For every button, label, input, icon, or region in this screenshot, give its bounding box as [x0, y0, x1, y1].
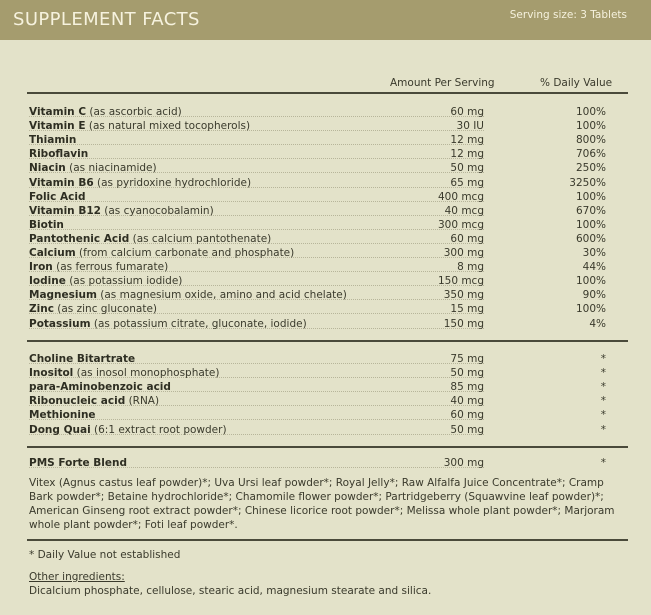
serving-size: Serving size: 3 Tablets — [509, 9, 627, 21]
nutrient-daily-value: 100% — [575, 120, 606, 133]
nutrient-amount: 40 mg — [450, 395, 484, 408]
nutrient-label — [29, 190, 86, 204]
nutrient-label — [29, 302, 157, 316]
nutrient-name: Ribonucleic acid — [29, 395, 126, 408]
blend-amount: 300 mg — [443, 457, 484, 469]
nutrient-row — [29, 408, 606, 422]
nutrient-amount: 50 mg — [450, 162, 484, 175]
nutrient-amount: 60 mg — [450, 106, 484, 118]
nutrient-amount: 75 mg — [450, 353, 484, 365]
other-ingredients-label: Other ingredients: — [29, 571, 125, 583]
nutrient-daily-value: * — [600, 409, 606, 422]
nutrient-source: (as ferrous fumarate) — [56, 261, 169, 274]
nutrient-name: Methionine — [29, 409, 96, 422]
nutrient-row — [29, 394, 606, 408]
nutrient-amount: 60 mg — [450, 232, 484, 245]
nutrient-amount: 50 mg — [450, 367, 484, 380]
nutrient-row — [29, 423, 606, 437]
nutrient-label — [29, 380, 171, 394]
divider-vitamins — [27, 340, 628, 342]
nutrient-label — [29, 176, 251, 190]
nutrient-daily-value: 100% — [575, 190, 606, 203]
vitamin-row — [29, 161, 606, 175]
nutrient-amount: 15 mg — [450, 303, 484, 316]
nutrient-label — [29, 366, 219, 380]
nutrient-row — [29, 380, 606, 394]
vitamin-row — [29, 133, 606, 147]
vitamin-row — [29, 246, 606, 260]
nutrient-label — [29, 352, 135, 366]
nutrient-amount: 12 mg — [450, 134, 484, 147]
nutrient-source: (as niacinamide) — [69, 162, 157, 175]
nutrient-amount: 300 mcg — [437, 218, 484, 231]
dot-leader — [29, 229, 484, 230]
nutrient-name: Riboflavin — [29, 148, 89, 161]
vitamin-row — [29, 288, 606, 302]
nutrient-label — [29, 408, 96, 422]
nutrient-name: Calcium — [29, 247, 76, 259]
nutrient-daily-value: 3250% — [569, 176, 606, 189]
vitamin-row — [29, 105, 606, 119]
nutrient-source: (as pyridoxine hydrochloride) — [96, 176, 252, 189]
nutrient-source: (as natural mixed tocopherols) — [88, 120, 251, 133]
nutrient-label — [29, 119, 250, 133]
vitamin-row — [29, 232, 606, 246]
nutrient-amount: 50 mg — [450, 423, 484, 436]
nutrient-name: para-Aminobenzoic acid — [29, 381, 171, 394]
nutrient-daily-value: 600% — [575, 232, 606, 245]
nutrient-row — [29, 366, 606, 380]
nutrient-name: Magnesium — [29, 289, 97, 302]
nutrient-amount: 30 IU — [456, 120, 484, 133]
nutrient-source: (as cyanocobalamin) — [104, 204, 214, 217]
vitamin-row — [29, 302, 606, 316]
nutrient-amount: 8 mg — [457, 261, 484, 274]
nutrient-label — [29, 394, 159, 408]
nutrient-source: (as magnesium oxide, amino and acid chelate) — [100, 289, 347, 302]
nutrient-daily-value: * — [600, 367, 606, 380]
nutrient-daily-value: * — [600, 395, 606, 408]
nutrient-name: Iodine — [29, 275, 66, 288]
nutrient-name: Niacin — [29, 162, 66, 175]
nutrient-daily-value: 670% — [575, 204, 606, 217]
vitamin-row — [29, 176, 606, 190]
nutrient-source: (6:1 extract root powder) — [94, 423, 227, 436]
nutrient-daily-value: 4% — [589, 317, 606, 330]
nutrient-amount: 150 mcg — [437, 275, 484, 288]
dot-leader — [29, 144, 484, 145]
vitamin-row — [29, 317, 606, 331]
nutrient-name: Iron — [29, 261, 53, 274]
nutrient-amount: 60 mg — [450, 409, 484, 422]
blend-description: Vitex (Agnus castus leaf powder)*; Uva Ursi leaf powder*; Royal Jelly*; Raw Alfalfa Juice Concentrate*; Cramp Bark powder*; Betaine hydrochloride*; Chamomile flower powder*; Partridgeberry (Squawvine leaf powder)*; American Ginseng root extract powder*; Chinese licorice root powder*; Melissa whole plant powder*; Marjoram whole plant powder*; Foti leaf powder*. — [29, 477, 615, 531]
nutrient-label — [29, 288, 347, 302]
nutrient-daily-value: 100% — [575, 303, 606, 316]
nutrient-name: Folic Acid — [29, 190, 86, 203]
nutrient-amount: 85 mg — [450, 381, 484, 394]
nutrient-source: (from calcium carbonate and phosphate) — [78, 247, 295, 259]
nutrient-label — [29, 161, 157, 175]
other-ingredients-text: Dicalcium phosphate, cellulose, stearic acid, magnesium stearate and silica. — [29, 585, 432, 597]
nutrient-daily-value: 90% — [582, 289, 606, 302]
nutrient-daily-value: 100% — [575, 275, 606, 288]
daily-value-column-header: % Daily Value — [540, 77, 613, 89]
nutrient-daily-value: 100% — [575, 106, 606, 118]
nutrient-source: (as potassium citrate, gluconate, iodide) — [93, 317, 307, 330]
vitamin-row — [29, 218, 606, 232]
nutrient-label — [29, 260, 168, 274]
nutrient-label — [29, 423, 227, 437]
nutrient-label — [29, 105, 182, 119]
divider-blend — [27, 539, 628, 541]
nutrient-source: (RNA) — [128, 395, 160, 408]
nutrient-daily-value: * — [600, 423, 606, 436]
nutrient-amount: 40 mcg — [444, 204, 484, 217]
nutrient-name: Vitamin E — [29, 120, 86, 133]
nutrient-label — [29, 232, 271, 246]
divider-others — [27, 446, 628, 448]
nutrient-name: Potassium — [29, 317, 91, 330]
nutrient-daily-value: 250% — [575, 162, 606, 175]
nutrient-amount: 400 mcg — [437, 190, 484, 203]
nutrient-daily-value: * — [600, 381, 606, 394]
nutrient-daily-value: 100% — [575, 218, 606, 231]
footnote: * Daily Value not established — [29, 549, 181, 561]
nutrient-name: Vitamin B6 — [29, 176, 94, 189]
nutrient-label — [29, 204, 214, 218]
vitamin-row — [29, 147, 606, 161]
nutrient-label — [29, 274, 182, 288]
blend-name: PMS Forte Blend — [29, 457, 128, 469]
vitamin-row — [29, 119, 606, 133]
nutrient-label — [29, 317, 307, 331]
nutrient-daily-value: 706% — [575, 148, 606, 161]
blend-daily-value: * — [600, 457, 606, 469]
dot-leader — [29, 419, 484, 420]
nutrient-name: Dong Quai — [29, 423, 91, 436]
nutrient-name: Choline Bitartrate — [29, 353, 136, 365]
nutrient-daily-value: 44% — [582, 261, 606, 274]
header-bar — [0, 0, 651, 40]
blend-row — [29, 456, 606, 470]
dot-leader — [29, 158, 484, 159]
nutrient-name: Vitamin B12 — [29, 204, 101, 217]
nutrient-source: (as potassium iodide) — [69, 275, 183, 288]
vitamin-row — [29, 190, 606, 204]
page-title: SUPPLEMENT FACTS — [13, 9, 200, 30]
nutrient-label — [29, 218, 64, 232]
nutrient-daily-value: 30% — [582, 247, 606, 259]
divider-top — [27, 92, 628, 94]
nutrient-source: (as inosol monophosphate) — [76, 367, 220, 380]
nutrient-label — [29, 246, 294, 260]
nutrient-label — [29, 133, 76, 147]
nutrient-daily-value: 800% — [575, 134, 606, 147]
nutrient-label — [29, 147, 88, 161]
nutrient-amount: 350 mg — [443, 289, 484, 302]
vitamin-row — [29, 260, 606, 274]
nutrient-amount: 12 mg — [450, 148, 484, 161]
nutrient-source: (as ascorbic acid) — [89, 106, 182, 118]
nutrient-name: Vitamin C — [29, 106, 87, 118]
nutrient-name: Zinc — [29, 303, 54, 316]
vitamin-row — [29, 274, 606, 288]
dot-leader — [29, 201, 484, 202]
nutrient-source: (as zinc gluconate) — [57, 303, 157, 316]
nutrient-amount: 65 mg — [450, 176, 484, 189]
nutrient-amount: 150 mg — [443, 317, 484, 330]
nutrient-name: Thiamin — [29, 134, 77, 147]
nutrient-source: (as calcium pantothenate) — [132, 232, 272, 245]
vitamin-row — [29, 204, 606, 218]
nutrient-amount: 300 mg — [443, 247, 484, 259]
nutrient-row — [29, 352, 606, 366]
nutrient-name: Pantothenic Acid — [29, 232, 130, 245]
nutrient-name: Inositol — [29, 367, 74, 380]
nutrient-daily-value: * — [600, 353, 606, 365]
nutrient-name: Biotin — [29, 218, 64, 231]
amount-column-header: Amount Per Serving — [390, 77, 495, 89]
